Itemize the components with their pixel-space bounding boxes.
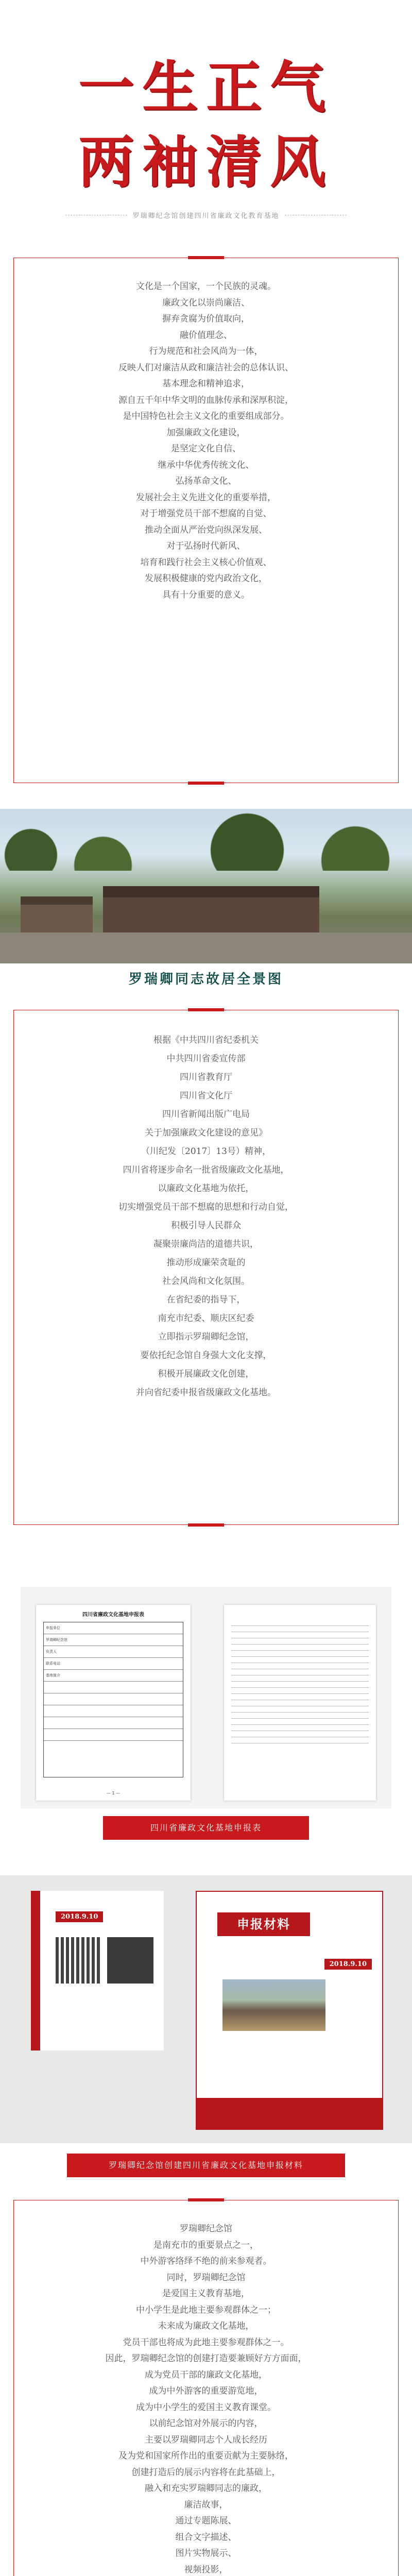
slide-date: 2018.9.10 [56,1911,103,1922]
intro-line: 廉政文化以崇尚廉洁、 [162,297,250,308]
application-materials-slides [0,1875,412,2143]
residence-panorama-caption: 罗瑞卿同志故居全景图 [128,972,283,987]
museum-line: 党员干部也将成为此地主要参观群体之一。 [123,2337,289,2348]
museum-line: 成为中外游客的重要游览地， [149,2386,263,2396]
form-row: 联系电话 [44,1658,183,1670]
form-text-lines [231,1625,369,1749]
museum-line: 创建打造后的展示内容将在此基础上， [131,2467,281,2478]
policy-line: 社会风尚和文化氛围。 [162,1276,250,1286]
intro-line: 基本理念和精神追求， [162,379,250,389]
photo-courtyard [0,933,412,963]
museum-line: 视频投影， [184,2564,228,2575]
museum-card [13,2200,399,2576]
slide-heading: 申报材料 [217,1912,310,1936]
intro-line: 具有十分重要的意义。 [162,589,250,600]
policy-line: 积极开展廉政文化创建， [158,1369,254,1379]
form-row [44,1682,183,1693]
policy-line: 立即指示罗瑞卿纪念馆， [158,1332,254,1342]
slide-qr-page [31,1891,164,2050]
residence-panorama-photo [0,809,412,963]
intro-line: 文化是一个国家，一个民族的灵魂。 [136,281,276,292]
form-row: 申报单位 [44,1622,183,1634]
museum-line: 通过专题陈展、 [175,2516,237,2526]
policy-card [13,1010,399,1525]
intro-text [14,279,398,603]
form-row: 罗瑞卿纪念馆 [44,1634,183,1646]
intro-line: 行为规范和社会风尚为一体， [149,346,263,357]
policy-line: 在省纪委的指导下， [166,1295,246,1305]
museum-line: 廉洁故事， [184,2499,228,2510]
policy-line: 并向省纪委申报省级廉政文化基地。 [136,1387,276,1398]
intro-line: 融价值理念、 [180,330,232,341]
intro-line: 是中国特色社会主义文化的重要组成部分。 [123,411,289,421]
intro-line: 反映人们对廉洁从政和廉洁社会的总体认识、 [118,362,294,373]
hero-subtitle-row [0,209,412,221]
intro-line: 培育和践行社会主义核心价值观、 [140,557,272,568]
museum-line: 成为中小学生的爱国主义教育课堂。 [136,2402,276,2413]
intro-line: 推动全面从严治党向纵深发展、 [145,524,267,535]
policy-line: 以廉政文化基地为依托， [158,1183,254,1194]
form-row: 基地简介 [44,1670,183,1682]
museum-line: 是南充市的重要景点之一， [153,2240,259,2250]
museum-line: 因此，罗瑞卿纪念馆的创建打造要兼顾好方方面面， [105,2353,307,2364]
application-form-page-1 [36,1605,191,1801]
museum-line: 中外游客络绎不绝的前来参观者。 [140,2256,272,2266]
policy-line: 南充市纪委、顺庆区纪委 [158,1313,254,1324]
museum-line: 组合文字描述、 [175,2532,237,2543]
application-form-title: 四川省廉政文化基地申报表 [82,1612,144,1618]
policy-line: 积极引导人民群众 [171,1221,241,1231]
policy-line: 推动形成廉荣贪耻的 [166,1258,246,1268]
photo-trees [0,809,412,871]
form-row [44,1729,183,1741]
slide-thumbnail [107,1937,153,1984]
hero-header [0,0,412,222]
museum-line: 是爱国主义教育基地， [162,2289,250,2299]
policy-line: （川纪发〔2017〕13号）精神， [141,1146,271,1157]
policy-line: 四川省将逐步命名一批省级廉政文化基地， [123,1165,289,1175]
policy-line: 根据《中共四川省纪委机关 [153,1035,259,1045]
museum-line: 融入和充实罗瑞卿同志的廉政， [145,2483,267,2494]
slide-building-photo [222,1979,325,2031]
intro-line: 发展积极健康的党内政治文化， [145,573,267,584]
intro-line: 源自五千年中华文明的血脉传承和深厚积淀， [118,395,294,405]
hero-subtitle: 罗瑞卿纪念馆创建四川省廉政文化教育基地 [132,212,280,220]
qr-code-image [56,1937,102,1984]
intro-line: 发展社会主义先进文化的重要举措， [136,492,276,503]
museum-line: 以前纪念馆对外展示的内容， [149,2418,263,2429]
form-row: 负责人 [44,1646,183,1658]
policy-line: 凝聚崇廉尚洁的道德共识， [153,1239,259,1249]
policy-line: 关于加强廉政文化建设的意见》 [145,1128,267,1138]
policy-line: 中共四川省委宣传部 [166,1054,246,1064]
intro-card [13,258,399,783]
museum-line: 中小学生是此地主要参观群体之一； [136,2304,276,2315]
intro-line: 摒弃贪腐为价值取向， [162,314,250,324]
museum-line: 及为党和国家所作出的重要贡献为主要脉络， [118,2451,294,2461]
slide-date: 2018.9.10 [324,1959,372,1970]
policy-line: 切实增强党员干部不想腐的思想和行动自觉， [118,1202,294,1212]
intro-line: 弘扬革命文化、 [175,476,237,486]
museum-line: 主要以罗瑞卿同志个人成长经历 [145,2434,267,2445]
museum-line: 图片实物展示、 [175,2548,237,2558]
form-row [44,1717,183,1729]
intro-line: 对于增强党员干部不想腐的自觉、 [140,509,272,519]
museum-line: 未来成为廉政文化基地， [158,2321,254,2331]
policy-line: 四川省教育厅 [180,1072,232,1082]
application-form-scan [21,1587,391,1808]
application-form-table [43,1622,183,1777]
policy-text [14,1031,398,1402]
intro-line: 对于弘扬时代新风、 [166,541,246,551]
intro-line: 是坚定文化自信、 [171,444,241,454]
intro-line: 加强廉政文化建设， [166,427,246,438]
policy-line: 四川省新闻出版广电局 [162,1109,250,1120]
page-number: — 1 — [106,1791,121,1795]
application-form-page-2 [224,1605,376,1801]
policy-line: 四川省文化厅 [180,1091,232,1101]
museum-line: 成为党员干部的廉政文化基地， [145,2369,267,2380]
museum-line: 同时，罗瑞卿纪念馆 [166,2272,246,2283]
application-materials-label: 罗瑞卿纪念馆创建四川省廉政文化基地申报材料 [67,2154,345,2177]
form-row [44,1705,183,1717]
slide-footer-banner [197,2098,382,2129]
museum-line: 罗瑞卿纪念馆 [180,2224,232,2234]
form-row [44,1693,183,1705]
museum-text [14,2221,398,2576]
hero-title-line1: 一生正气 [78,55,334,120]
intro-line: 继承中华优秀传统文化、 [158,460,254,470]
policy-line: 要依托纪念馆自身强大文化支撑， [140,1350,272,1361]
slide-cover-page [196,1891,383,2130]
hero-title-line2: 两袖清风 [78,130,334,195]
application-form-label: 四川省廉政文化基地申报表 [103,1816,309,1840]
